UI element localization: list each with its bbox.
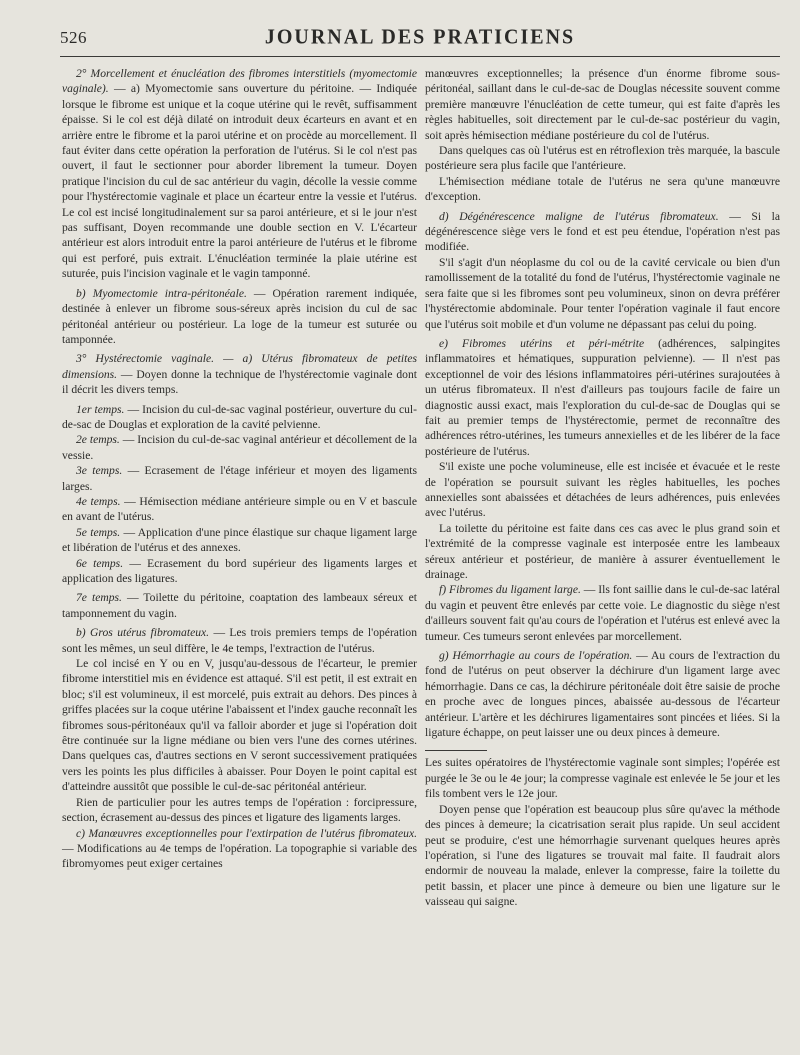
paragraph: [62, 656, 417, 795]
paragraph-text: manœuvres exceptionnelles; la présence d'un énorme fibrome sous-péritonéal, saillant dans le cul-de-sac de Douglas nécessite souvent comme première manœuvre l'énucléation de cette tumeur, qui est faite d'après les règles habituelles, soit directement par le cul-de-sac postérieur du vagin, soit après hémisection médiane postérieure du col de l'utérus.: [425, 67, 780, 142]
paragraph: [62, 66, 417, 282]
paragraph-text: Dans quelques cas où l'utérus est en rétroflexion très marquée, la bascule postérieure sera plus facile que l'antérieure.: [425, 144, 780, 173]
paragraph-lead: 1er temps.: [76, 402, 125, 416]
paragraph: [62, 556, 417, 587]
paragraph-text: — Modifications au 4e temps de l'opération. La topographie si variable des fibromyomes peut exiger certaines: [62, 841, 417, 871]
paragraph: [425, 143, 780, 174]
paragraph-lead: f) Fibromes du ligament large.: [439, 583, 581, 597]
page-number: 526: [60, 28, 87, 47]
paragraph-text: S'il s'agit d'un néoplasme du col ou de la cavité cervicale ou bien d'un ramollissement de la totalité du fond de l'utérus, l'hystérectomie vaginale ne sera faite que si les fibromes sont peu volumineux, sinon on devra préférer l'hystérectomie abdominale. Pour tenter l'opération vaginale il faut encore que l'utérus soit mobile et d'un volume ne dépassant pas celui du poing.: [425, 255, 780, 331]
paragraph-text: Les suites opératoires de l'hystérectomie vaginale sont simples; l'opérée est purgée le 3e ou le 4e jour; la compresse vaginale est enlevée le 5e jour et les fils tombent vers le 12e jour.: [425, 756, 780, 801]
paragraph-text: — Ecrasement du bord supérieur des ligaments larges et application des ligatures.: [62, 556, 418, 585]
paragraph-lead: b) Myomectomie intra-péritonéale.: [76, 286, 247, 300]
paragraph-text: — Si la dégénérescence siège vers le fond et est peu étendue, l'opération n'est pas modifiée.: [425, 209, 781, 254]
paragraph-lead: 2° Morcellement et énucléation des fibromes interstitiels (myomectomie vaginale).: [62, 67, 417, 96]
paragraph-lead: d) Dégénérescence maligne de l'utérus fibromateux.: [439, 209, 719, 223]
left-column: [62, 66, 417, 872]
page-header: [60, 26, 780, 50]
paragraph-text: — Les trois premiers temps de l'opération sont les mêmes, un seul diffère, le 4e temps, l'extraction de l'utérus.: [62, 626, 417, 655]
paragraph: [62, 826, 417, 872]
paragraph-lead: b) Gros utérus fibromateux.: [76, 626, 210, 640]
paragraph-lead: 5e temps.: [76, 525, 121, 539]
journal-title: JOURNAL DES PRATICIENS: [264, 25, 576, 49]
paragraph-text: Doyen pense que l'opération est beaucoup plus sûre qu'avec la méthode des pinces à demeure; la cicatrisation serait plus rapide. Un seul accident peut se produire, c'est une hémorrhagie survenant quelques heures après l'opération, si l'une des ligatures se trouvait mal faite. Il faudrait alors endormir de nouveau la malade, enlever la compresse, faire la toilette du petit bassin, et placer une pince à demeure ou bien une ligature sur le vaisseau qui saigne.: [425, 802, 780, 909]
paragraph-lead: 4e temps.: [76, 494, 121, 508]
paragraph-lead: 3° Hystérectomie vaginale. — a) Utérus fibromateux de petites dimensions.: [62, 352, 417, 381]
paragraph-text: — Incision du cul-de-sac vaginal postérieur, ouverture du cul-de-sac de Douglas et exploration de la cavité pelvienne.: [62, 402, 417, 431]
paragraph: [62, 463, 417, 494]
paragraph-text: — Incision du cul-de-sac vaginal antérieur et décollement de la vessie.: [62, 433, 417, 462]
paragraph-text: Rien de particulier pour les autres temps de l'opération : forcipressure, section, écrasement au-dessus des pinces et ligature des ligaments larges.: [62, 795, 417, 825]
paragraph-lead: 6e temps.: [76, 556, 124, 570]
paragraph-text: — Au cours de l'extraction du fond de l'utérus on peut observer la déchirure d'un ligament large avec hémorrhagie. Dans ce cas, la déchirure péritonéale doit être saisie de proche en proche avec de longues pinces, abaissée au-dessous de l'écarteur antérieur. L'artère et les déchirures ligamentaires sont pincées et liées. Si la ligature échappe, on peut laisser une ou deux pinces à demeure.: [425, 649, 780, 740]
paragraph-text: — Opération rarement indiquée, destinée à enlever un fibrome sous-séreux après incision du cul de sac péritonéal antérieur ou postérieur. La loge de la tumeur est suturée ou tamponnée.: [62, 286, 417, 346]
paragraph: [425, 66, 780, 143]
paragraph: [425, 521, 780, 583]
paragraph-text: — Hémisection médiane antérieure simple ou en V et bascule en avant de l'utérus.: [62, 494, 417, 524]
paragraph: [62, 351, 417, 397]
paragraph-text: (adhérences, salpingites inflammatoires et hématiques, suppuration pelvienne). — Il n'est pas exceptionnel de voir des lésions inflammatoires péri-utérines surajoutées à un utérus fibromateux. Il n'est d'ailleurs pas toujours facile de faire un diagnostic aussi exact, mais l'exploration du cul-de-sac de Douglas qui se fait au premier temps de l'hystérectomie, permet de reconnaître des adhérences rétro-utérines, les tumeurs annexielles et de les libérer de la face postérieure de l'utérus.: [425, 336, 780, 458]
header-rule: [60, 56, 780, 57]
paragraph: [62, 590, 417, 621]
section-separator: [425, 750, 487, 751]
paragraph: [425, 582, 780, 644]
paragraph-text: La toilette du péritoine est faite dans ces cas avec le plus grand soin et l'extrémité de la compresse vaginale est interposée entre les lambeaux séreux antérieur et postérieur, de manière à assurer éventuellement le drainage.: [425, 521, 780, 581]
paragraph-lead: c) Manœuvres exceptionnelles pour l'extirpation de l'utérus fibromateux.: [76, 826, 417, 840]
paragraph-text: L'hémisection médiane totale de l'utérus ne sera qu'une manœuvre d'exception.: [425, 174, 780, 204]
paragraph: [425, 459, 780, 521]
paragraph-text: Le col incisé en Y ou en V, jusqu'au-dessous de l'écarteur, le premier fibrome interstitiel mis en évidence est attaqué. S'il est petit, il est extrait en bloc; s'il est volumineux, il est morcelé, puis extrait au dehors. Des pinces à griffes placées sur la coque utérine l'abaissent et l'index gauche reconnaît les fibromes sous-péritonéaux qu'il va falloir aborder et juge si l'opération doit être continuée sur la ligne médiane ou bien vers l'une des cornes utérines. Dans quelques cas, d'autres sections en V seront successivement pratiquées vers les points les plus difficiles à abaisser. Pour Doyen le point capital est d'atteindre aussitôt que possible le cul-de-sac péritonéal antérieur.: [62, 657, 417, 794]
paragraph: [62, 494, 417, 525]
paragraph: [425, 648, 780, 740]
paragraph-text: — Ils font saillie dans le cul-de-sac latéral du vagin et peuvent être enlevés par cette voie. Le diagnostic du siège n'est d'ailleurs souvent fait qu'au cours de l'opération et l'utérus est enlevé avec la tumeur. Ces tumeurs seront enlevées par morcellement.: [425, 583, 780, 643]
paragraph: [425, 174, 780, 205]
paragraph-lead: 7e temps.: [76, 591, 122, 605]
paragraph: [425, 802, 780, 910]
paragraph: [425, 209, 780, 255]
paragraph-lead: g) Hémorrhagie au cours de l'opération.: [439, 649, 633, 663]
paragraph-lead: 2e temps.: [76, 433, 120, 447]
paragraph-text: — a) Myomectomie sans ouverture du péritoine. — Indiquée lorsque le fibrome est unique et la coque utérine qui le revêt, suffisamment épaisse. Si le col est déjà dilaté on introduit deux écarteurs en avant et en arrière entre le fibrome et la paroi utérine et on procède au morcellement. Il faut éviter dans cette opération la perforation de l'utérus. Si le col n'est pas ouvert, il faut le sectionner pour aborder librement la tumeur. Doyen pratique l'incision du cul de sac antérieur du vagin, décolle la vessie comme pour l'hystérectomie vaginale et place un écarteur entre la vessie et l'utérus. Le col est incisé longitudinalement sur sa paroi antérieure, et si le jour n'est pas suffisant, Doyen recommande une double section en V. L'écarteur antérieur est alors introduit entre la paroi antérieure de l'utérus et le fibrome qui est perforé, puis extrait. L'énucléation terminée la plaie utérine est suturée, puis l'incision vaginale et le vagin tamponné.: [62, 82, 417, 281]
paragraph: [62, 286, 417, 348]
paragraph-lead: 3e temps.: [76, 464, 123, 478]
paragraph: [62, 432, 417, 463]
paragraph: [425, 255, 780, 332]
paragraph-text: S'il existe une poche volumineuse, elle est incisée et évacuée et le reste de l'opération se poursuit suivant les règles habituelles, les poches annexielles sont abaissées et détachées de leurs adhérences, puis enlevées avec l'utérus.: [425, 460, 780, 520]
paragraph: [62, 625, 417, 656]
paragraph: [425, 336, 780, 459]
paragraph: [425, 755, 780, 801]
paragraph: [62, 525, 417, 556]
paragraph-text: — Toilette du péritoine, coaptation des lambeaux séreux et tamponnement du vagin.: [62, 591, 417, 620]
paragraph-text: — Application d'une pince élastique sur chaque ligament large et libération de l'utérus et des annexes.: [62, 525, 417, 555]
right-column: [425, 66, 780, 910]
paragraph-text: — Ecrasement de l'étage inférieur et moyen des ligaments larges.: [62, 464, 417, 493]
paragraph-lead: e) Fibromes utérins et péri-métrite: [439, 336, 645, 350]
paragraph: [62, 795, 417, 826]
paragraph: [62, 402, 417, 433]
paragraph-text: — Doyen donne la technique de l'hystérectomie vaginale dont il décrit les divers temps.: [62, 367, 417, 397]
